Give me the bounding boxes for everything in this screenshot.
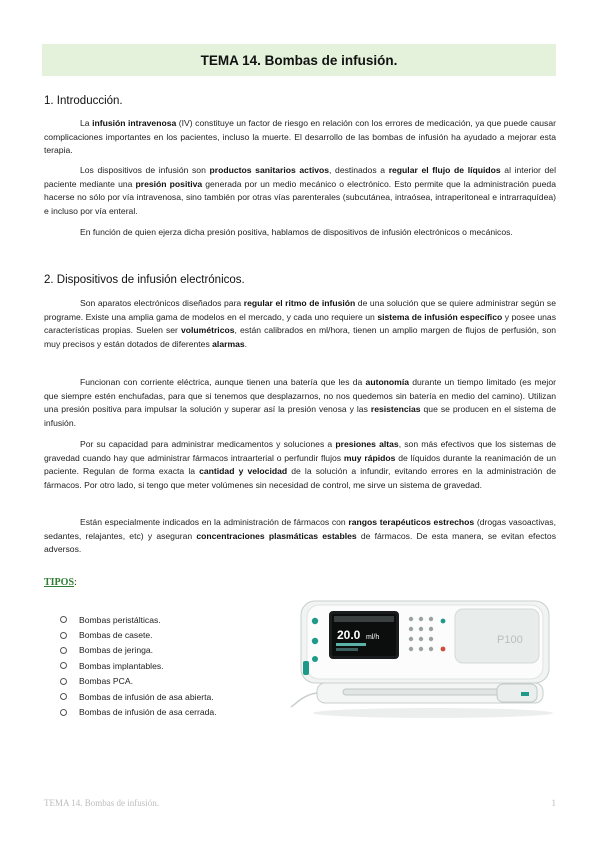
list-item: Bombas de infusión de asa abierta. bbox=[60, 689, 217, 704]
infusion-pump-image bbox=[283, 595, 555, 735]
title-bar bbox=[42, 44, 556, 76]
tipos-heading bbox=[44, 577, 77, 588]
list-item: Bombas peristálticas. bbox=[60, 612, 217, 627]
electronic-paragraph-4: Están especialmente indicados en la administración de fármacos con rangos terapéuticos estrechos (drogas vasoactivas, sedantes, relajantes, etc) y aseguran concentraciones plasmáticas estables de fármacos. De esta manera, se evitan efectos adversos. bbox=[44, 517, 556, 555]
electronic-paragraph-1: Son aparatos electrónicos diseñados para regular el ritmo de infusión de una solución que se quiere administrar según se programe. Existe una amplia gama de modelos en el mercado, y cada uno requiere un sistema de infusión específico y posee unas características propias. Suelen ser volumétricos, están calibrados en ml/hora, tienen un amplio margen de flujos de perfusión, son muy precisos y están dotados de diferentes alarmas. bbox=[44, 298, 556, 349]
pump-display-value: 20.0 bbox=[337, 628, 361, 642]
page-footer bbox=[44, 798, 556, 808]
list-item: Bombas de infusión de asa cerrada. bbox=[60, 704, 217, 719]
tipos-suffix: : bbox=[74, 577, 77, 588]
bullet-icon bbox=[60, 616, 67, 623]
bullet-icon bbox=[60, 632, 67, 639]
page-number: 1 bbox=[551, 798, 556, 808]
bullet-icon bbox=[60, 662, 67, 669]
intro-paragraph-3: En función de quien ejerza dicha presión positiva, hablamos de dispositivos de infusión electrónicos o mecánicos. bbox=[80, 227, 513, 237]
footer-title: TEMA 14. Bombas de infusión. bbox=[44, 798, 159, 808]
pump-types-list bbox=[60, 612, 217, 720]
section-heading-intro: 1. Introducción. bbox=[44, 95, 123, 107]
section-heading-electronic: 2. Dispositivos de infusión electrónicos. bbox=[44, 274, 245, 286]
bullet-icon bbox=[60, 647, 67, 654]
pump-model-label: P100 bbox=[497, 634, 523, 646]
tipos-label: TIPOS bbox=[44, 577, 75, 588]
list-item: Bombas de jeringa. bbox=[60, 643, 217, 658]
electronic-paragraph-3: Por su capacidad para administrar medicamentos y soluciones a presiones altas, son más efectivos que los sistemas de gravedad cuando hay que administrar fármacos intraarterial o perfundir flujos muy rápidos de líquidos durante la reanimación de un paciente. Regulan de forma exacta la cantidad y velocidad de la solución a infundir, evitando errores en la administración de fármacos. Por otro lado, si tengo que meter volúmenes sin necesidad de control, me sirve un sistema de gravedad. bbox=[44, 439, 557, 490]
page-title: TEMA 14. Bombas de infusión. bbox=[200, 52, 398, 68]
intro-paragraph-2: Los dispositivos de infusión son productos sanitarios activos, destinados a regular el flujo de líquidos al interior del paciente mediante una presión positiva generada por un medio mecánico o electrónico. Esto permite que la administración pueda hacerse no sólo por vía intravenosa, sino también por otras vías parenterales (subcutánea, intraósea, intraperitoneal e intrarraquídea) e incluso por vía enteral. bbox=[44, 165, 556, 216]
bullet-icon bbox=[60, 678, 67, 685]
pump-display-unit: ml/h bbox=[366, 634, 380, 641]
list-item: Bombas PCA. bbox=[60, 674, 217, 689]
electronic-paragraph-2: Funcionan con corriente eléctrica, aunque tienen una batería que les da autonomía durante un tiempo limitado (es mejor que siempre estén enchufadas, para que si tenemos que desplazarnos, no nos quedemos sin batería en medio del camino). Utilizan una presión positiva para impulsar la solución y superar así la presión venosa y las resistencias que se producen en el sistema de infusión. bbox=[44, 377, 556, 428]
list-item: Bombas de casete. bbox=[60, 627, 217, 642]
bullet-icon bbox=[60, 693, 67, 700]
list-item: Bombas implantables. bbox=[60, 658, 217, 673]
bullet-icon bbox=[60, 709, 67, 716]
intro-paragraph-1: La infusión intravenosa (IV) constituye un factor de riesgo en relación con los errores de medicación, ya que puede causar complicaciones importantes en los pacientes, incluso la muerte. El desarrollo de las bombas de infusión ha ayudado a mejorar esta terapia. bbox=[44, 118, 556, 156]
